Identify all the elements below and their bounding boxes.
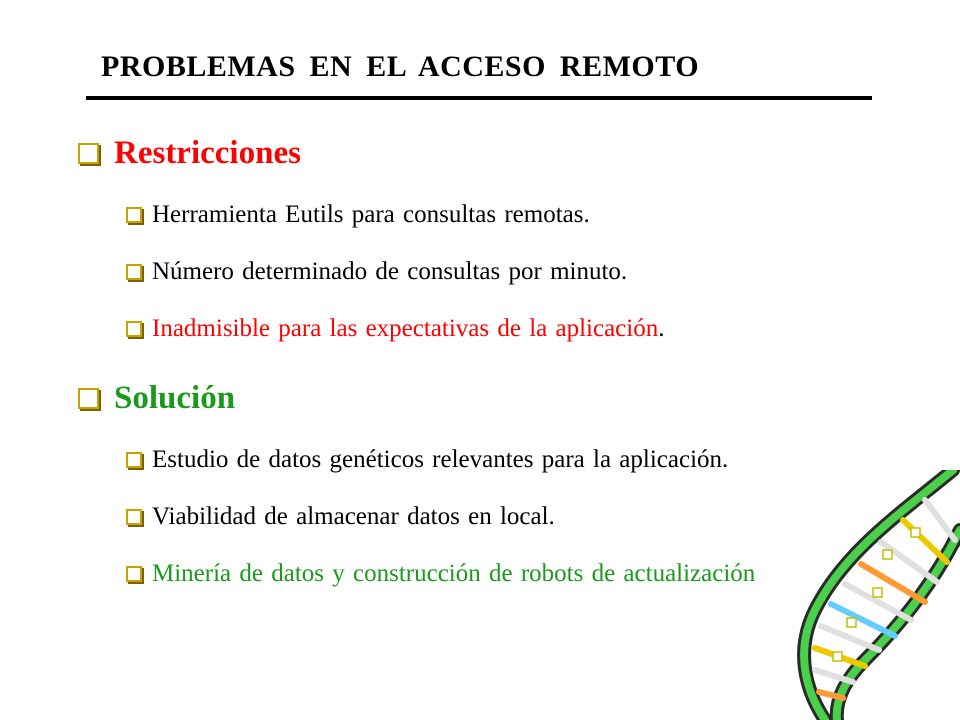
square-bullet-icon <box>126 321 142 337</box>
section-heading-restricciones: Restricciones <box>114 135 301 171</box>
list-item <box>126 258 627 286</box>
list-item-text: Herramienta Eutils para consultas remotas. <box>152 201 590 228</box>
list-item <box>126 446 728 474</box>
list-item-text: Inadmisible para las expectativas de la aplicación <box>152 315 659 342</box>
list-item-text: Minería de datos y construcción de robots de actualización <box>152 560 756 587</box>
square-bullet-icon <box>78 388 99 409</box>
square-bullet-icon <box>126 509 142 525</box>
square-bullet-icon <box>126 264 142 280</box>
list-item <box>126 201 590 229</box>
list-item <box>126 560 755 588</box>
square-bullet-icon <box>126 207 142 223</box>
section-restricciones <box>78 135 301 172</box>
square-bullet-icon <box>126 452 142 468</box>
list-item-text: Viabilidad de almacenar datos en local. <box>152 503 555 530</box>
list-item <box>126 503 555 531</box>
title-underline <box>86 96 872 100</box>
section-heading-solucion: Solución <box>114 380 236 416</box>
square-bullet-icon <box>126 566 142 582</box>
section-solucion <box>78 380 235 417</box>
list-item-period: . <box>658 315 665 342</box>
dna-helix-icon <box>785 470 960 720</box>
slide-title: PROBLEMAS EN EL ACCESO REMOTO <box>101 50 700 83</box>
list-item <box>126 315 664 343</box>
list-item-text: Número determinado de consultas por minuto. <box>152 258 628 285</box>
square-bullet-icon <box>78 143 99 164</box>
list-item-text: Estudio de datos genéticos relevantes para la aplicación. <box>152 446 729 473</box>
